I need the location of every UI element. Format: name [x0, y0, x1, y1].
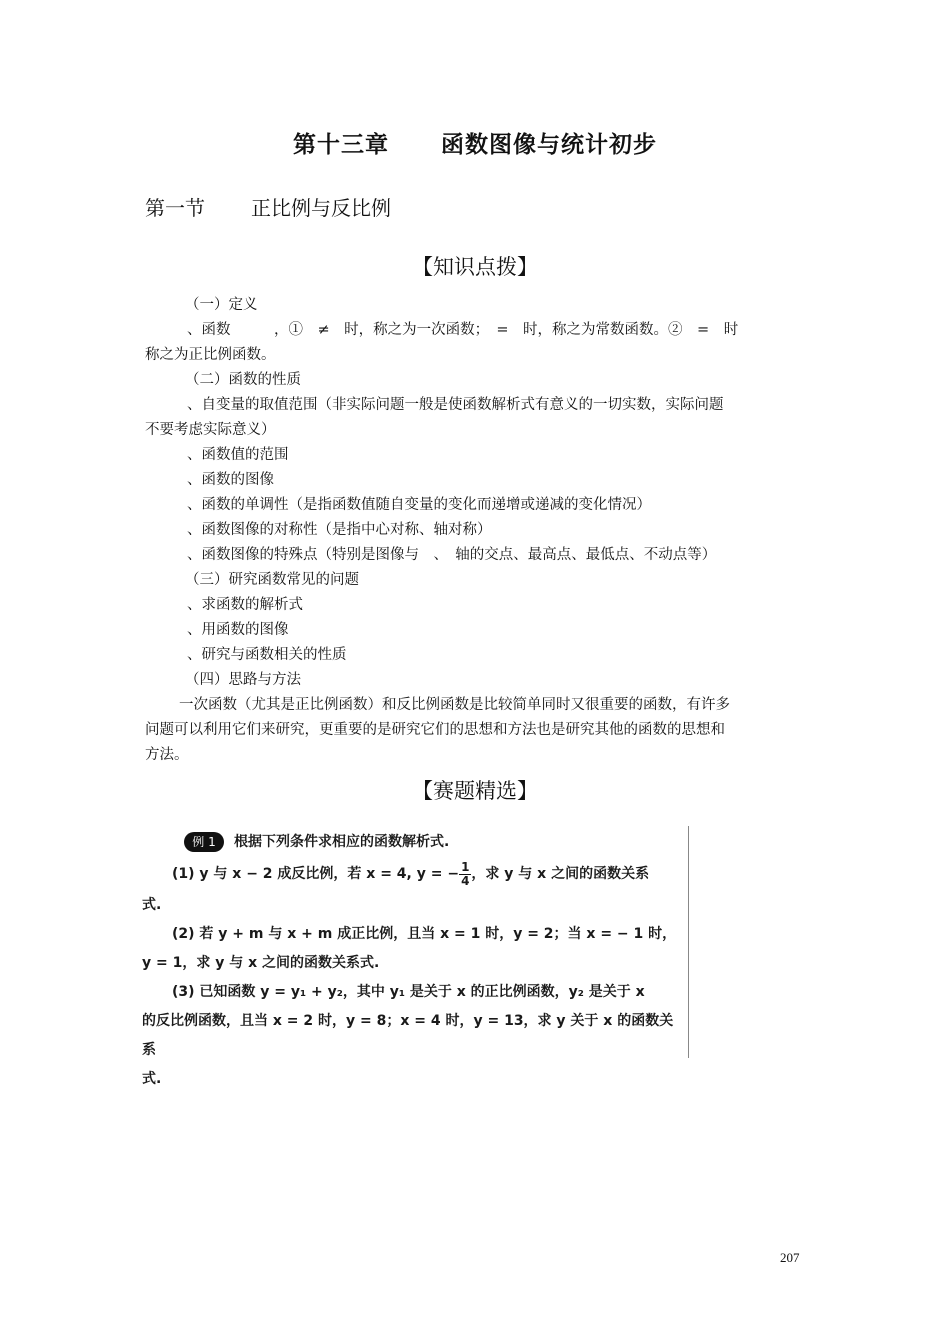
example-intro: 根据下列条件求相应的函数解析式.	[234, 834, 450, 850]
chapter-number: 第十三章	[293, 132, 389, 158]
body-line: 一次函数（尤其是正比例函数）和反比例函数是比较简单同时又很重要的函数，有许多	[179, 697, 730, 713]
q3-text-b: 的反比例函数，且当 x = 2 时，y = 8；x = 4 时，y = 13，求 y 关于 x 的函数关系	[142, 1013, 674, 1058]
knowledge-heading: 【知识点拨】	[412, 255, 538, 279]
section-number: 第一节	[145, 196, 205, 220]
body-line: 不要考虑实际意义）	[145, 422, 276, 438]
body-line: 、函数的图像	[187, 472, 274, 488]
q1-text-c: 式.	[142, 897, 162, 913]
chapter-title	[0, 126, 950, 159]
q1-text-a: (1) y 与 x − 2 成反比例，若 x = 4, y = −	[172, 866, 460, 882]
chapter-name: 函数图像与统计初步	[441, 132, 657, 158]
fraction-one-quarter	[459, 861, 471, 888]
example-text	[142, 822, 686, 1094]
body-line: （三）研究函数常见的问题	[185, 572, 359, 588]
body-line: 、函数的单调性（是指函数值随自变量的变化而递增或递减的变化情况）	[187, 497, 651, 513]
q3-text-a: (3) 已知函数 y = y₁ + y₂，其中 y₁ 是关于 x 的正比例函数，y₂ 是关于 x	[172, 984, 645, 1000]
body-line: 、函数图像的对称性（是指中心对称、轴对称）	[187, 522, 492, 538]
body-line: （四）思路与方法	[185, 672, 301, 688]
knowledge-body	[145, 293, 807, 768]
q2-text-a: (2) 若 y + m 与 x + m 成正比例，且当 x = 1 时，y = 2；当 x = − 1 时，	[172, 926, 677, 942]
section-title	[145, 192, 391, 221]
body-line: 、函数值的范围	[187, 447, 289, 463]
body-line: 问题可以利用它们来研究，更重要的是研究它们的思想和方法也是研究其他的函数的思想和	[145, 722, 725, 738]
body-line: 、用函数的图像	[187, 622, 289, 638]
body-line: 、函数 ，① ≠ 时，称之为一次函数； = 时，称之为常数函数。② = 时	[187, 322, 739, 338]
scan-edge	[688, 826, 689, 1058]
contest-heading: 【赛题精选】	[412, 779, 538, 803]
body-line: （一）定义	[185, 297, 258, 313]
body-line: 、函数图像的特殊点（特别是图像与 、 轴的交点、最高点、最低点、不动点等）	[187, 547, 717, 563]
q2-text-b: y = 1，求 y 与 x 之间的函数关系式.	[142, 955, 380, 971]
body-line: 、研究与函数相关的性质	[187, 647, 347, 663]
fraction-denominator: 4	[461, 873, 470, 888]
fraction-numerator: 1	[461, 859, 470, 874]
body-line: 、求函数的解析式	[187, 597, 303, 613]
example-scan	[140, 822, 691, 1087]
body-line: 称之为正比例函数。	[145, 347, 276, 363]
section-name: 正比例与反比例	[251, 196, 391, 220]
page-number: 207	[780, 1250, 800, 1265]
q1-text-b: ，求 y 与 x 之间的函数关系	[471, 866, 650, 882]
body-line: （二）函数的性质	[185, 372, 301, 388]
body-line: 、自变量的取值范围（非实际问题一般是使函数解析式有意义的一切实数，实际问题	[187, 397, 724, 413]
body-line: 方法。	[145, 747, 189, 763]
q3-text-c: 式.	[142, 1071, 162, 1087]
example-badge: 例 1	[184, 832, 224, 852]
